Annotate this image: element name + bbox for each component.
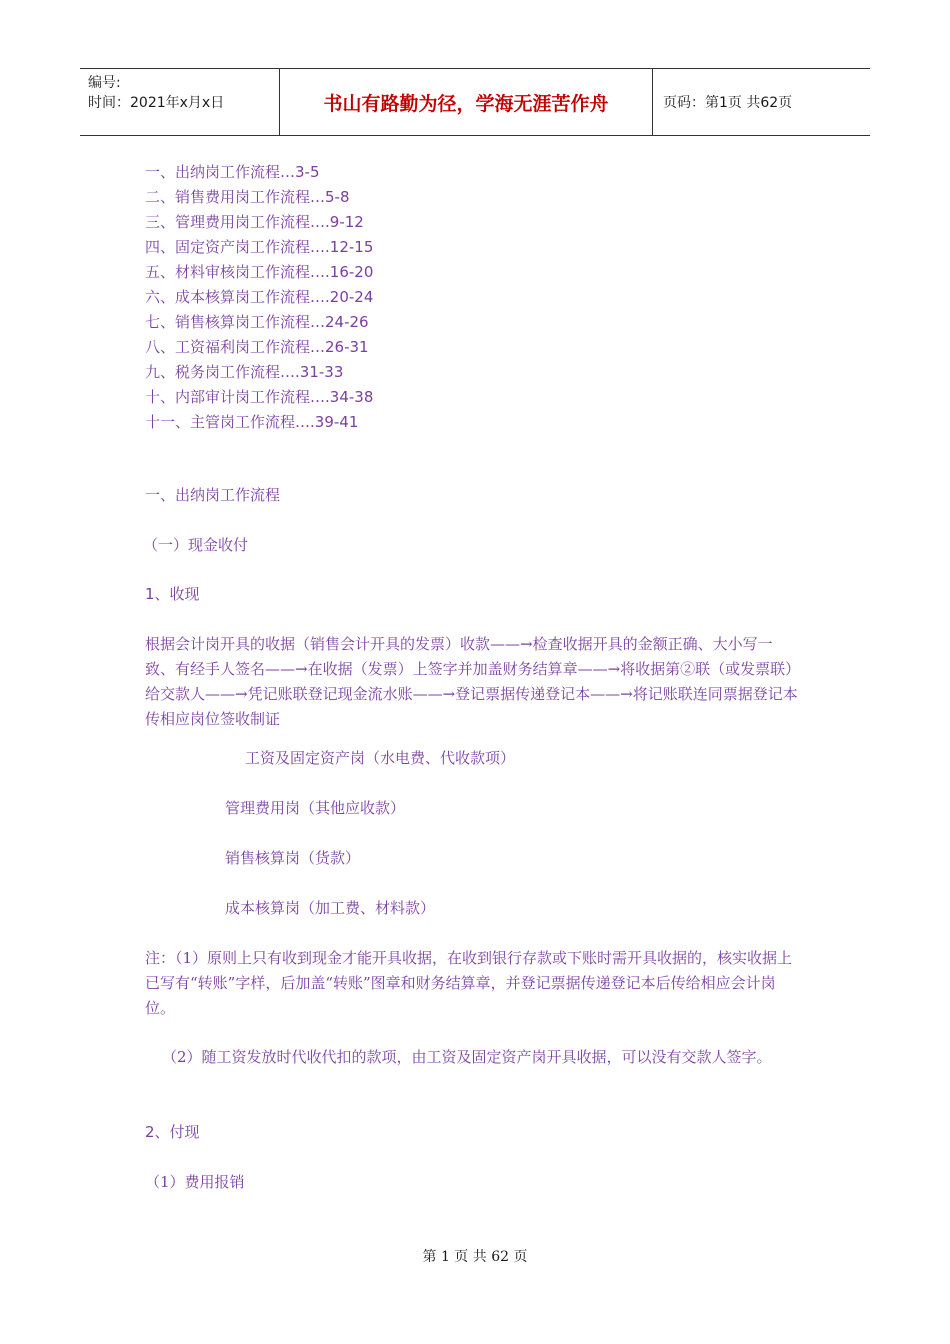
note-1: 注：（1）原则上只有收到现金才能开具收据，在收到银行存款或下账时需开具收据的，核实收据上已写有“转账”字样，后加盖“转账”图章和财务结算章，并登记票据传递登记本后传给相应会计岗位。	[145, 949, 793, 1017]
note-2: （2）随工资发放时代收代扣的款项，由工资及固定资产岗开具收据，可以没有交款人签字。	[162, 1048, 772, 1066]
toc-entry[interactable]	[145, 335, 765, 360]
header-motto: 书山有路勤为径，学海无涯苦作舟	[323, 92, 609, 115]
toc-entry-pages: 26-31	[325, 338, 369, 356]
toc-entry-leader: …	[310, 238, 326, 256]
header-page-info: 页码：第1页 共62页	[663, 95, 793, 111]
route-cost-accounting: 成本核算岗（加工费、材料款）	[225, 899, 436, 917]
toc-entry[interactable]	[145, 310, 765, 335]
header-meta	[80, 69, 280, 135]
toc-entry-leader: …	[310, 288, 326, 306]
toc-entry-pages: .16-20	[325, 263, 374, 281]
toc-entry[interactable]	[145, 185, 765, 210]
toc-entry-leader: …	[280, 163, 296, 181]
item-heading-expense-reimbursement: （1）费用报销	[145, 1173, 245, 1191]
time-label: 时间：2021年x月x日	[88, 95, 225, 111]
toc-entry[interactable]	[145, 235, 765, 260]
toc-entry-title: 四、固定资产岗工作流程	[145, 238, 311, 256]
toc-entry-title: 九、税务岗工作流程	[145, 363, 281, 381]
toc-entry[interactable]	[145, 160, 765, 185]
route-sales-accounting: 销售核算岗（货款）	[225, 849, 361, 867]
toc-entry-title: 一、出纳岗工作流程	[145, 163, 281, 181]
header-motto-cell	[280, 69, 653, 135]
toc-entry-pages: .39-41	[310, 413, 359, 431]
toc-entry[interactable]	[145, 260, 765, 285]
serial-label: 编号:	[88, 75, 121, 91]
item-heading-pay-cash: 2、付现	[145, 1123, 200, 1141]
toc-entry-pages: .12-15	[325, 238, 374, 256]
toc-entry[interactable]	[145, 285, 765, 310]
toc-entry-pages: .34-38	[325, 388, 374, 406]
toc-entry-title: 十一、主管岗工作流程	[145, 413, 296, 431]
toc-entry-leader: …	[310, 313, 326, 331]
item-heading-receive-cash: 1、收现	[145, 585, 200, 603]
route-admin-expense: 管理费用岗（其他应收款）	[225, 799, 406, 817]
toc-entry-pages: .9-12	[325, 213, 364, 231]
toc-entry-leader: …	[310, 338, 326, 356]
toc-entry-title: 三、管理费用岗工作流程	[145, 213, 311, 231]
sub-title: （一）现金收付	[143, 536, 249, 554]
procedure-paragraph: 根据会计岗开具的收据（销售会计开具的发票）收款——→检查收据开具的金额正确、大小写一致、有经手人签名——→在收据（发票）上签字并加盖财务结算章——→将收据第②联（或发票联）给交款人——→凭记账联登记现金流水账——→登记票据传递登记本——→将记账联连同票据登记本传相应岗位签收制证	[145, 635, 798, 728]
toc-entry-leader: …	[310, 263, 326, 281]
toc-entry-leader: …	[310, 188, 326, 206]
toc-entry-leader: …	[295, 413, 311, 431]
toc-entry-leader: …	[280, 363, 296, 381]
toc-entry[interactable]	[145, 210, 765, 235]
section-title: 一、出纳岗工作流程	[145, 486, 281, 504]
route-wage-fixed-asset: 工资及固定资产岗（水电费、代收款项）	[245, 749, 516, 767]
toc-entry-pages: 24-26	[325, 313, 369, 331]
toc-entry-leader: …	[310, 213, 326, 231]
page-header	[80, 68, 870, 136]
table-of-contents	[145, 160, 765, 435]
toc-entry-pages: 5-8	[325, 188, 350, 206]
toc-entry-pages: .31-33	[295, 363, 344, 381]
toc-entry-leader: …	[310, 388, 326, 406]
toc-entry-pages: 3-5	[295, 163, 320, 181]
toc-entry[interactable]	[145, 360, 765, 385]
page-footer: 第 1 页 共 62 页	[422, 1249, 528, 1265]
toc-entry-title: 六、成本核算岗工作流程	[145, 288, 311, 306]
toc-entry[interactable]	[145, 410, 765, 435]
toc-entry-title: 五、材料审核岗工作流程	[145, 263, 311, 281]
toc-entry-pages: .20-24	[325, 288, 374, 306]
toc-entry-title: 八、工资福利岗工作流程	[145, 338, 311, 356]
toc-entry[interactable]	[145, 385, 765, 410]
toc-entry-title: 二、销售费用岗工作流程	[145, 188, 311, 206]
toc-entry-title: 十、内部审计岗工作流程	[145, 388, 311, 406]
toc-entry-title: 七、销售核算岗工作流程	[145, 313, 311, 331]
